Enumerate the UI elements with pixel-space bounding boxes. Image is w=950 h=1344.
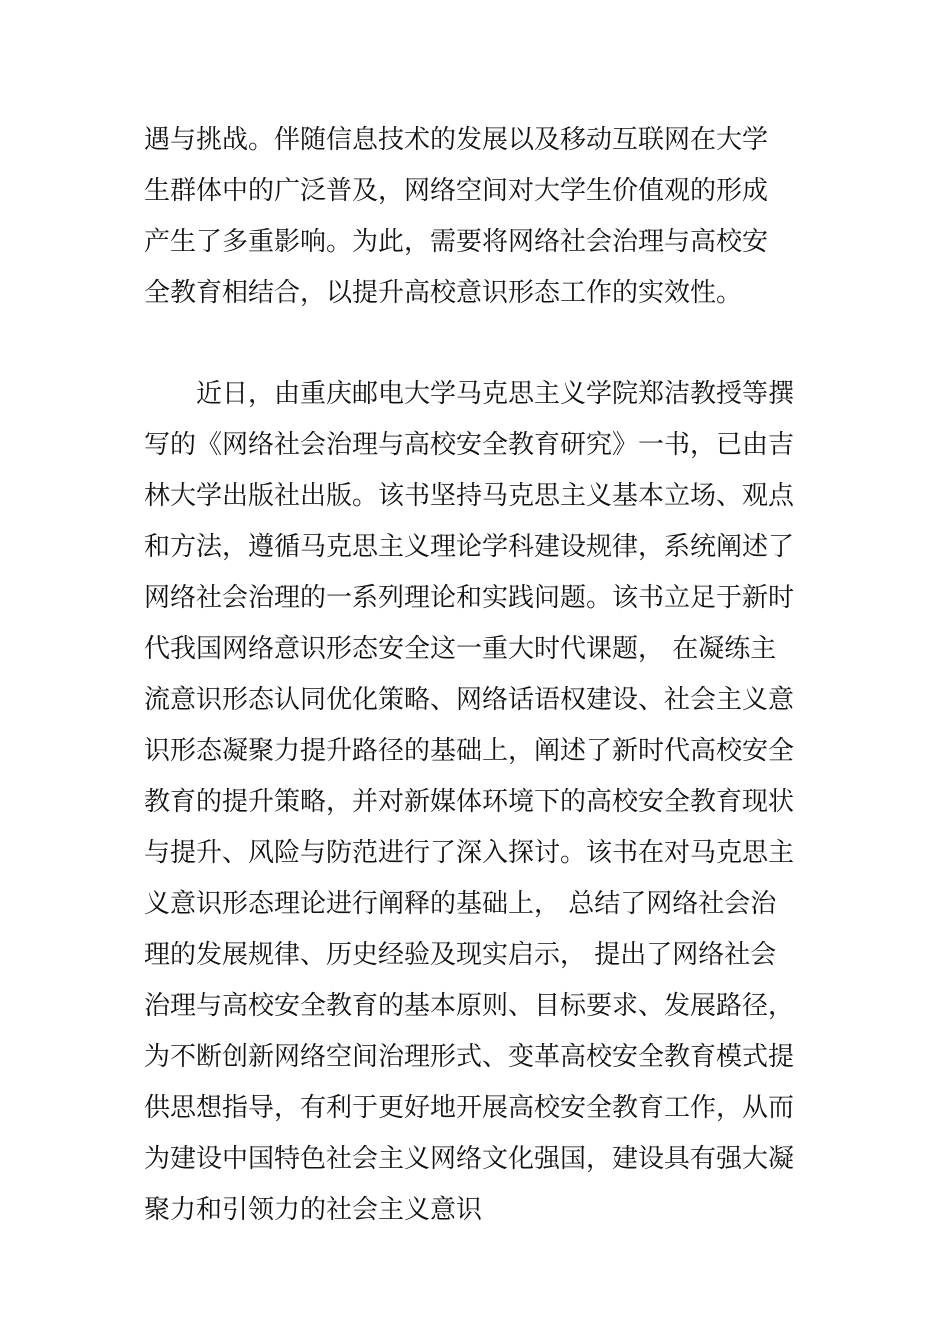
paragraph-book-review xyxy=(144,369,844,1236)
text-line: 全教育相结合，以提升高校意识形态工作的实效性。 xyxy=(144,278,743,308)
text-line: 网络社会治理的一系列理论和实践问题。该书立足于新时 xyxy=(144,583,795,613)
text-line: 林大学出版社出版。该书坚持马克思主义基本立场、观点 xyxy=(144,481,795,511)
text-line: 聚力和引领力的社会主义意识 xyxy=(144,1195,483,1225)
text-line: 遇与挑战。伴随信息技术的发展以及移动互联网在大学 xyxy=(144,125,769,155)
text-line: 理的发展规律、历史经验及现实启示， 提出了网络社会 xyxy=(144,940,777,970)
text-line: 写的《网络社会治理与高校安全教育研究》一书，已由吉 xyxy=(144,430,795,460)
text-line: 治理与高校安全教育的基本原则、目标要求、发展路径， xyxy=(144,991,795,1021)
text-line: 产生了多重影响。为此，需要将网络社会治理与高校安 xyxy=(144,227,769,257)
paragraph-intro xyxy=(144,115,844,319)
text-line: 供思想指导，有利于更好地开展高校安全教育工作，从而 xyxy=(144,1093,795,1123)
text-line: 为不断创新网络空间治理形式、变革高校安全教育模式提 xyxy=(144,1042,795,1072)
text-line: 代我国网络意识形态安全这一重大时代课题， 在凝练主 xyxy=(144,634,777,664)
text-line: 流意识形态认同优化策略、网络话语权建设、社会主义意 xyxy=(144,685,795,715)
text-line: 生群体中的广泛普及，网络空间对大学生价值观的形成 xyxy=(144,176,769,206)
text-line: 义意识形态理论进行阐释的基础上， 总结了网络社会治 xyxy=(144,889,777,919)
text-line: 识形态凝聚力提升路径的基础上，阐述了新时代高校安全 xyxy=(144,736,795,766)
text-line: 和方法，遵循马克思主义理论学科建设规律，系统阐述了 xyxy=(144,532,795,562)
text-line: 近日，由重庆邮电大学马克思主义学院郑洁教授等撰 xyxy=(144,379,795,409)
text-line: 为建设中国特色社会主义网络文化强国，建设具有强大凝 xyxy=(144,1144,795,1174)
text-line: 教育的提升策略，并对新媒体环境下的高校安全教育现状 xyxy=(144,787,795,817)
text-line: 与提升、风险与防范进行了深入探讨。该书在对马克思主 xyxy=(144,838,795,868)
